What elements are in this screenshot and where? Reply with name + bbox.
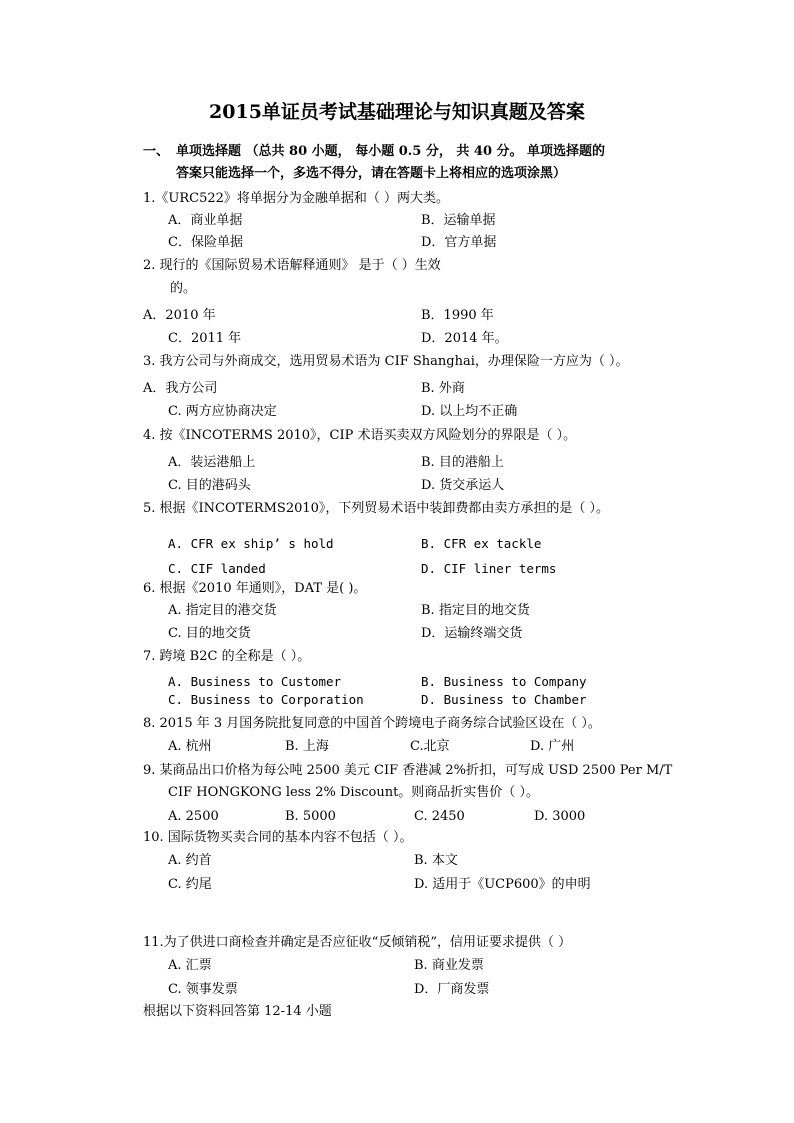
option-b: B．1990 年 — [421, 308, 494, 323]
question-stem: 5. 根据《INCOTERMS2010》，下列贸易术语中装卸费都由卖方承担的是（ ）。 — [143, 501, 610, 516]
question-stem: 7. 跨境 B2C 的全称是（ ）。 — [143, 649, 311, 664]
option-c: C．保险单据 — [168, 235, 243, 250]
option-a: A．我方公司 — [143, 381, 218, 396]
option-b: B. 外商 — [421, 381, 465, 396]
option-c: C.北京 — [410, 739, 450, 754]
material-note: 根据以下资料回答第 12-14 小题 — [143, 1004, 332, 1019]
option-d: D. 3000 — [534, 809, 586, 824]
option-a: A. 汇票 — [168, 958, 212, 973]
option-a: A. Business to Customer — [168, 674, 342, 689]
section-heading-line1: 单项选择题 （总共 80 小题， 每小题 0.5 分， 共 40 分。 单项选择题的 — [176, 144, 606, 159]
option-d: D．运输终端交货 — [421, 626, 523, 641]
option-c: C. 目的港码头 — [168, 478, 251, 493]
question-stem: 8. 2015 年 3 月国务院批复同意的中国首个跨境电子商务综合试验区设在（ ）。 — [143, 716, 601, 731]
question-stem: 9. 某商品出口价格为每公吨 2500 美元 CIF 香港减 2%折扣，可写成 USD 2500 Per M/T — [143, 763, 673, 778]
option-c: C. 领事发票 — [168, 982, 238, 997]
option-d: D. 货交承运人 — [421, 478, 505, 493]
page-title: 2015单证员考试基础理论与知识真题及答案 — [209, 101, 585, 123]
section-heading-line2: 答案只能选择一个，多选不得分，请在答题卡上将相应的选项涂黑） — [176, 166, 567, 181]
option-b: B. 上海 — [285, 739, 329, 754]
question-stem-continued: CIF HONGKONG less 2% Discount。则商品折实售价（ ）。 — [168, 785, 539, 800]
option-b: B. 本文 — [414, 853, 458, 868]
option-a: A. 约首 — [168, 853, 212, 868]
option-b: B．运输单据 — [421, 213, 496, 228]
option-b: B. 商业发票 — [414, 958, 484, 973]
option-d: D. Business to Chamber — [421, 692, 587, 707]
option-c: C. 约尾 — [168, 877, 212, 892]
option-b: B. 5000 — [285, 809, 336, 824]
option-c: C. 2450 — [414, 809, 465, 824]
question-stem: 11.为了供进口商检查并确定是否应征收“反倾销税”，信用证要求提供（ ） — [143, 935, 572, 950]
option-a: A. CFR ex ship’ s hold — [168, 536, 334, 551]
question-stem: 6. 根据《2010 年通则》，DAT 是( )。 — [143, 581, 367, 596]
option-a: A．装运港船上 — [168, 455, 256, 470]
option-b: B. CFR ex tackle — [421, 536, 542, 551]
option-c: C. Business to Corporation — [168, 692, 364, 707]
question-stem: 2. 现行的《国际贸易术语解释通则》 是于（ ）生效 — [143, 258, 441, 273]
option-c: C. 目的地交货 — [168, 626, 251, 641]
option-c: C. 两方应协商决定 — [168, 404, 277, 419]
option-d: D. CIF liner terms — [421, 561, 557, 576]
option-b: B. 指定目的地交货 — [421, 603, 530, 618]
option-c: C. CIF landed — [168, 561, 266, 576]
option-a: A. 2500 — [168, 809, 219, 824]
option-a: A．2010 年 — [143, 308, 216, 323]
option-d: D. 适用于《UCP600》的申明 — [414, 877, 591, 892]
option-d: D. 广州 — [530, 739, 575, 754]
question-stem: 3. 我方公司与外商成交，选用贸易术语为 CIF Shanghai，办理保险一方应为（ ）。 — [143, 354, 629, 369]
section-number: 一、 — [143, 144, 170, 159]
option-a: A. 指定目的港交货 — [168, 603, 277, 618]
question-stem: 4. 按《INCOTERMS 2010》，CIP 术语买卖双方风险划分的界限是（ ）。 — [143, 428, 577, 443]
option-d: D．2014 年。 — [421, 331, 508, 346]
option-b: B. 目的港船上 — [421, 455, 504, 470]
question-stem: 1.《URC522》将单据分为金融单据和（ ）两大类。 — [143, 191, 450, 206]
option-c: C．2011 年 — [168, 331, 242, 346]
question-stem: 10. 国际货物买卖合同的基本内容不包括（ ）。 — [143, 830, 413, 845]
option-a: A. 杭州 — [168, 739, 212, 754]
question-stem-continued: 的。 — [170, 281, 197, 296]
option-d: D．官方单据 — [421, 235, 497, 250]
option-b: B. Business to Company — [421, 674, 587, 689]
option-d: D．厂商发票 — [414, 982, 490, 997]
option-a: A．商业单据 — [168, 213, 243, 228]
option-d: D. 以上均不正确 — [421, 404, 518, 419]
